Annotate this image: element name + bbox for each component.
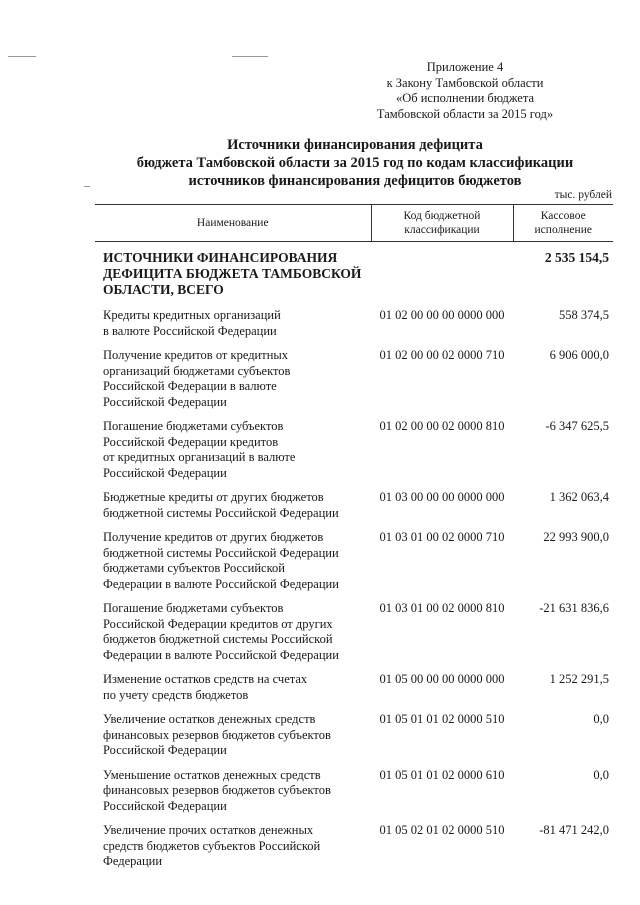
- appendix-note: [330, 60, 600, 122]
- cell-code: 01 03 01 00 02 0000 810: [379, 601, 505, 615]
- cell-name-line: средств бюджетов субъектов Российской: [103, 838, 321, 853]
- table-row: [95, 490, 613, 530]
- cell-name-line: Российской Федерации кредитов: [103, 434, 279, 449]
- cell-name-line: ИСТОЧНИКИ ФИНАНСИРОВАНИЯ: [103, 250, 338, 265]
- cell-name-line: по учету средств бюджетов: [103, 687, 249, 702]
- appendix-line: Приложение 4: [426, 60, 504, 74]
- cell-name-line: ОБЛАСТИ, ВСЕГО: [103, 282, 224, 297]
- document-title: [60, 136, 640, 190]
- table-row: [95, 601, 613, 672]
- scan-speck: [8, 56, 36, 57]
- cell-code: 01 05 02 01 02 0000 510: [379, 823, 505, 837]
- cell-amount: 2 535 154,5: [544, 250, 609, 265]
- table-row: [95, 348, 613, 419]
- units-label: тыс. рублей: [554, 189, 612, 201]
- cell-amount: -21 631 836,6: [539, 601, 609, 615]
- table-body: [95, 242, 613, 879]
- column-header-amount-line: исполнение: [534, 224, 592, 236]
- appendix-line: к Закону Тамбовской области: [386, 75, 544, 90]
- cell-code: 01 02 00 00 02 0000 810: [379, 419, 505, 433]
- cell-code: 01 05 00 00 00 0000 000: [379, 672, 505, 686]
- cell-name-line: Российской Федерации: [103, 394, 227, 409]
- cell-code: 01 05 01 01 02 0000 610: [379, 767, 505, 782]
- cell-name-line: Российской Федерации в валюте: [103, 379, 277, 393]
- cell-amount: 6 906 000,0: [549, 348, 609, 362]
- cell-name-line: Российской Федерации: [103, 465, 227, 480]
- cell-code: 01 05 01 01 02 0000 510: [379, 712, 505, 726]
- cell-name-line: Бюджетные кредиты от других бюджетов: [103, 490, 324, 504]
- cell-code: 01 03 01 00 02 0000 710: [379, 530, 505, 544]
- cell-name: [95, 490, 371, 530]
- cell-name-line: Российской Федерации: [103, 798, 227, 813]
- appendix-line: Тамбовской области за 2015 год»: [376, 106, 554, 121]
- cell-name: [95, 712, 371, 768]
- cell-name-line: Увеличение прочих остатков денежных: [103, 823, 314, 837]
- cell-name-line: организаций бюджетами субъектов: [103, 363, 291, 378]
- cell-name: [95, 419, 371, 490]
- table-row: [95, 530, 613, 601]
- cell-amount: 0,0: [593, 767, 609, 782]
- cell-name: [95, 601, 371, 672]
- cell-amount: -6 347 625,5: [545, 419, 609, 433]
- scan-speck: [232, 56, 268, 57]
- table-row: [95, 823, 613, 879]
- cell-amount: 22 993 900,0: [543, 530, 609, 544]
- cell-name-line: Федерации в валюте Российской Федерации: [103, 647, 339, 662]
- cell-name-line: Погашение бюджетами субъектов: [103, 601, 284, 615]
- cell-name: [95, 823, 371, 879]
- table-header-row: [95, 205, 613, 242]
- appendix-line: «Об исполнении бюджета: [395, 91, 535, 105]
- cell-name-line: Получение кредитов от других бюджетов: [103, 530, 324, 544]
- cell-name-line: от кредитных организаций в валюте: [103, 450, 296, 464]
- cell-name-line: Российской Федерации: [103, 743, 227, 757]
- table-row: [95, 672, 613, 712]
- cell-amount: 558 374,5: [559, 308, 609, 322]
- cell-name-line: Федерации в валюте Российской Федерации: [103, 576, 339, 591]
- title-line: Источники финансирования дефицита: [227, 137, 483, 153]
- table-row: [95, 768, 613, 824]
- cell-amount: 1 362 063,4: [549, 490, 609, 504]
- cell-name: [95, 348, 371, 419]
- cell-amount: 0,0: [593, 712, 609, 726]
- table-row: [95, 308, 613, 348]
- cell-name-line: Федерации: [103, 854, 163, 868]
- cell-name-line: Уменьшение остатков денежных средств: [103, 767, 321, 782]
- column-header-amount-line: Кассовое: [540, 210, 586, 222]
- table-total-row: [95, 242, 613, 309]
- financing-sources-table: [95, 204, 613, 879]
- cell-name-line: бюджетной системы Российской Федерации: [103, 545, 339, 560]
- cell-name-line: бюджетами субъектов Российской: [103, 561, 285, 575]
- title-line: бюджета Тамбовской области за 2015 год по кодам классификации: [136, 155, 574, 171]
- cell-name-line: Увеличение остатков денежных средств: [103, 712, 316, 726]
- table-row: [95, 712, 613, 768]
- column-header-code-line: Код бюджетной: [403, 210, 481, 222]
- title-line: источников финансирования дефицитов бюджетов: [188, 173, 522, 189]
- table-row: [95, 419, 613, 490]
- cell-code: 01 02 00 00 00 0000 000: [379, 308, 505, 322]
- cell-name-line: Изменение остатков средств на счетах: [103, 672, 308, 686]
- cell-amount: -81 471 242,0: [539, 823, 609, 837]
- cell-name: [95, 308, 371, 348]
- cell-name-line: в валюте Российской Федерации: [103, 323, 277, 338]
- cell-name-line: ДЕФИЦИТА БЮДЖЕТА ТАМБОВСКОЙ: [103, 266, 362, 281]
- cell-name: [95, 242, 371, 309]
- cell-name-line: бюджетов бюджетной системы Российской: [103, 632, 333, 646]
- cell-name-line: Погашение бюджетами субъектов: [103, 419, 284, 433]
- cell-name: [95, 672, 371, 712]
- cell-name-line: Получение кредитов от кредитных: [103, 348, 289, 362]
- cell-code: [371, 242, 513, 309]
- cell-name-line: Кредиты кредитных организаций: [103, 308, 281, 322]
- cell-name-line: финансовых резервов бюджетов субъектов: [103, 783, 331, 797]
- cell-amount: 1 252 291,5: [549, 672, 609, 686]
- cell-name-line: бюджетной системы Российской Федерации: [103, 505, 339, 520]
- column-header-name-text: Наименование: [196, 217, 269, 229]
- column-header-amount: [513, 205, 613, 242]
- column-header-code-line: классификации: [404, 224, 480, 236]
- column-header-name: [95, 205, 371, 242]
- column-header-code: [371, 205, 513, 242]
- cell-name: [95, 530, 371, 601]
- cell-code: 01 02 00 00 02 0000 710: [379, 348, 505, 362]
- cell-name: [95, 768, 371, 824]
- cell-name-line: Российской Федерации кредитов от других: [103, 616, 333, 631]
- cell-name-line: финансовых резервов бюджетов субъектов: [103, 727, 331, 742]
- cell-code: 01 03 00 00 00 0000 000: [379, 490, 505, 504]
